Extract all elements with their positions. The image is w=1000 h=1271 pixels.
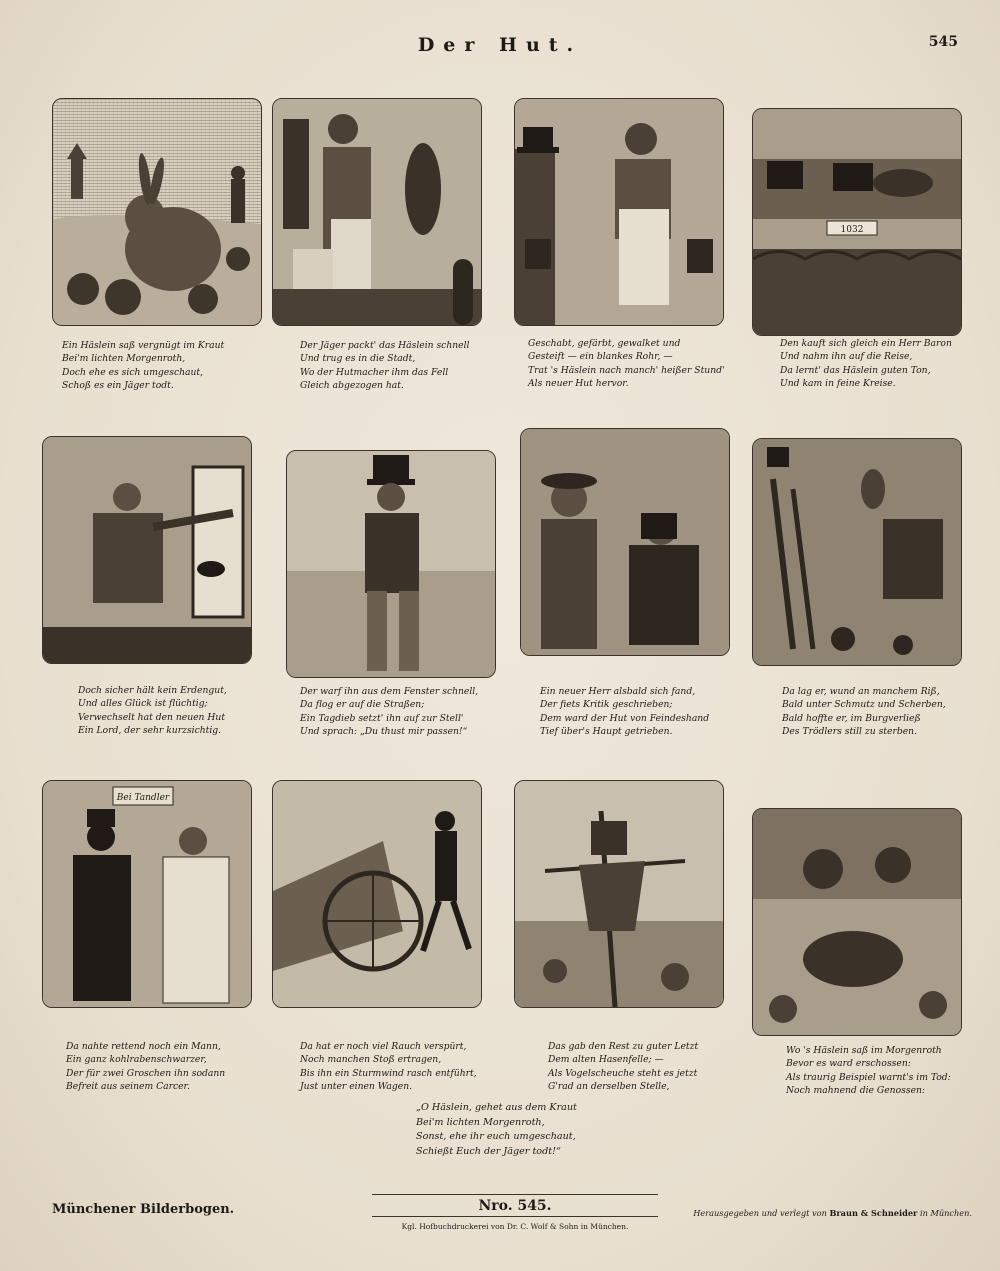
verse-2 bbox=[300, 339, 500, 393]
illustration-chimney-sweep bbox=[42, 780, 252, 1008]
verse-line: Des Trödlers still zu sterben. bbox=[782, 726, 917, 738]
verse-line: Und trug es in die Stadt, bbox=[300, 353, 416, 365]
sheet-number: Nro. 545. bbox=[478, 1198, 552, 1214]
verse-line: Den kauft sich gleich ein Herr Baron bbox=[780, 338, 952, 349]
illustration-hatter-with-top-hat bbox=[514, 98, 724, 326]
verse-line: Als traurig Beispiel warnt's im Tod: bbox=[786, 1071, 951, 1083]
footer-divider-bottom bbox=[372, 1216, 658, 1217]
verse-line: Geschabt, gefärbt, gewalket und bbox=[528, 338, 681, 349]
critic-drawing bbox=[521, 429, 729, 655]
printer-credit: Kgl. Hofbuchdruckerei von Dr. C. Wolf & Sohn in München. bbox=[401, 1222, 629, 1231]
verse-line: Ein ganz kohlrabenschwarzer, bbox=[66, 1054, 207, 1066]
verse-line: Ein Häslein saß vergnügt im Kraut bbox=[62, 340, 225, 351]
verse-line: Just unter einen Wagen. bbox=[300, 1081, 413, 1093]
verse-7 bbox=[540, 685, 740, 739]
verse-line: Und nahm ihn auf die Reise, bbox=[780, 351, 913, 363]
verse-line: Bevor es ward erschossen: bbox=[786, 1058, 911, 1070]
train-rack-drawing bbox=[753, 109, 961, 335]
verse-line: Gesteift — ein blankes Rohr, — bbox=[528, 351, 673, 363]
verse-line: Ein Lord, der sehr kurzsichtig. bbox=[78, 725, 222, 737]
verse-line: Der für zwei Groschen ihn sodann bbox=[66, 1067, 226, 1079]
verse-10 bbox=[300, 1040, 500, 1094]
verse-line: Der warf ihn aus dem Fenster schnell, bbox=[300, 686, 479, 697]
verse-line: Da lag er, wund an manchem Riß, bbox=[782, 686, 940, 697]
verse-line: Trat 's Häslein nach manch' heißer Stund' bbox=[528, 364, 725, 376]
hare-drawing bbox=[53, 99, 261, 325]
verse-6 bbox=[300, 685, 500, 739]
verse-4 bbox=[780, 337, 980, 391]
illustration-critic-hat-pushed bbox=[520, 428, 730, 656]
verse-9 bbox=[66, 1040, 266, 1094]
footer-divider-top bbox=[372, 1194, 658, 1195]
publisher-credit bbox=[693, 1208, 972, 1218]
wagon-drawing bbox=[273, 781, 481, 1007]
illustration-scarecrow bbox=[514, 780, 724, 1008]
verse-line: Als Vogelscheuche steht es jetzt bbox=[548, 1067, 698, 1079]
illustration-idler-puts-on-hat bbox=[286, 450, 496, 678]
verse-3 bbox=[528, 337, 728, 391]
verse-line: Bald hoffte er, im Burgverließ bbox=[782, 712, 921, 724]
publisher-suffix: in München. bbox=[919, 1208, 972, 1218]
series-title: Münchener Bilderbogen. bbox=[52, 1202, 235, 1217]
parcel-tag-label: 1032 bbox=[840, 225, 864, 235]
verse-line: „O Häslein, gehet aus dem Kraut bbox=[416, 1102, 577, 1113]
verse-line: Noch mahnend die Genossen: bbox=[786, 1085, 926, 1097]
verse-5 bbox=[78, 684, 278, 738]
verse-line: Verwechselt hat den neuen Hut bbox=[78, 711, 226, 723]
hatmaker-drawing bbox=[515, 99, 723, 325]
verse-11 bbox=[548, 1040, 748, 1094]
chimney-sweep-drawing bbox=[43, 781, 251, 1007]
verse-line: Dem ward der Hut von Feindeshand bbox=[540, 712, 710, 724]
idler-drawing bbox=[287, 451, 495, 677]
publisher-prefix: Herausgegeben und verlegt von bbox=[693, 1208, 827, 1218]
verse-line: Das gab den Rest zu guter Letzt bbox=[548, 1041, 699, 1052]
sheet-title: Der Hut. bbox=[417, 34, 583, 56]
verse-line: G'rad an derselben Stelle, bbox=[548, 1081, 670, 1093]
publisher-name: Braun & Schneider bbox=[829, 1208, 918, 1218]
verse-line: Wo der Hutmacher ihm das Fell bbox=[300, 366, 449, 378]
verse-line: Wo 's Häslein saß im Morgenroth bbox=[786, 1045, 942, 1056]
shop-sign-label: Bei Tandler bbox=[116, 793, 170, 803]
illustration-dead-hare bbox=[752, 808, 962, 1036]
closing-verse bbox=[416, 1101, 656, 1159]
verse-line: Und sprach: „Du thust mir passen!“ bbox=[300, 726, 468, 738]
verse-8 bbox=[782, 685, 982, 739]
lord-train-drawing bbox=[43, 437, 251, 663]
junk-shop-drawing bbox=[753, 439, 961, 665]
verse-line: Bei'm lichten Morgenroth, bbox=[62, 353, 186, 365]
verse-1 bbox=[62, 339, 262, 393]
verse-12 bbox=[786, 1044, 986, 1098]
scarecrow-drawing bbox=[515, 781, 723, 1007]
hatter-shop-drawing bbox=[273, 99, 481, 325]
verse-line: Noch manchen Stoß ertragen, bbox=[300, 1054, 442, 1066]
verse-line: Schießt Euch der Jäger todt!“ bbox=[416, 1145, 561, 1157]
verse-line: Der fiets Kritik geschrieben; bbox=[540, 699, 673, 711]
verse-line: Bald unter Schmutz und Scherben, bbox=[782, 699, 946, 711]
verse-line: Doch sicher hält kein Erdengut, bbox=[78, 685, 227, 696]
verse-line: Tief über's Haupt getrieben. bbox=[540, 726, 673, 738]
verse-line: Schoß es ein Jäger todt. bbox=[62, 380, 174, 392]
verse-line: Dem alten Hasenfelle; — bbox=[548, 1054, 664, 1066]
verse-line: Bis ihn ein Sturmwind rasch entführt, bbox=[300, 1067, 477, 1079]
verse-line: Befreit aus seinem Carcer. bbox=[66, 1081, 190, 1093]
verse-line: Und alles Glück ist flüchtig; bbox=[78, 698, 208, 710]
verse-line: Als neuer Hut hervor. bbox=[528, 378, 629, 390]
verse-line: Und kam in feine Kreise. bbox=[780, 378, 896, 390]
dead-hare-drawing bbox=[753, 809, 961, 1035]
verse-line: Da hat er noch viel Rauch verspürt, bbox=[300, 1041, 467, 1052]
illustration-hats-in-luggage-rack bbox=[752, 108, 962, 336]
page-number: 545 bbox=[928, 34, 958, 50]
illustration-hare-in-cabbage bbox=[52, 98, 262, 326]
verse-line: Da flog er auf die Straßen; bbox=[300, 699, 425, 711]
verse-line: Da lernt' das Häslein guten Ton, bbox=[780, 364, 931, 376]
illustration-lord-in-train bbox=[42, 436, 252, 664]
verse-line: Da nahte rettend noch ein Mann, bbox=[66, 1041, 221, 1052]
illustration-junk-dealer-shop bbox=[752, 438, 962, 666]
illustration-wind-and-wagon bbox=[272, 780, 482, 1008]
verse-line: Bei'm lichten Morgenroth, bbox=[416, 1116, 545, 1128]
verse-line: Sonst, ehe ihr euch umgeschaut, bbox=[416, 1131, 576, 1142]
verse-line: Gleich abgezogen hat. bbox=[300, 380, 404, 392]
verse-line: Doch ehe es sich umgeschaut, bbox=[62, 366, 204, 378]
verse-line: Der Jäger packt' das Häslein schnell bbox=[300, 340, 470, 351]
illustration-hunter-and-hatter bbox=[272, 98, 482, 326]
verse-line: Ein neuer Herr alsbald sich fand, bbox=[540, 686, 696, 697]
verse-line: Ein Tagdieb setzt' ihn auf zur Stell' bbox=[300, 712, 464, 724]
